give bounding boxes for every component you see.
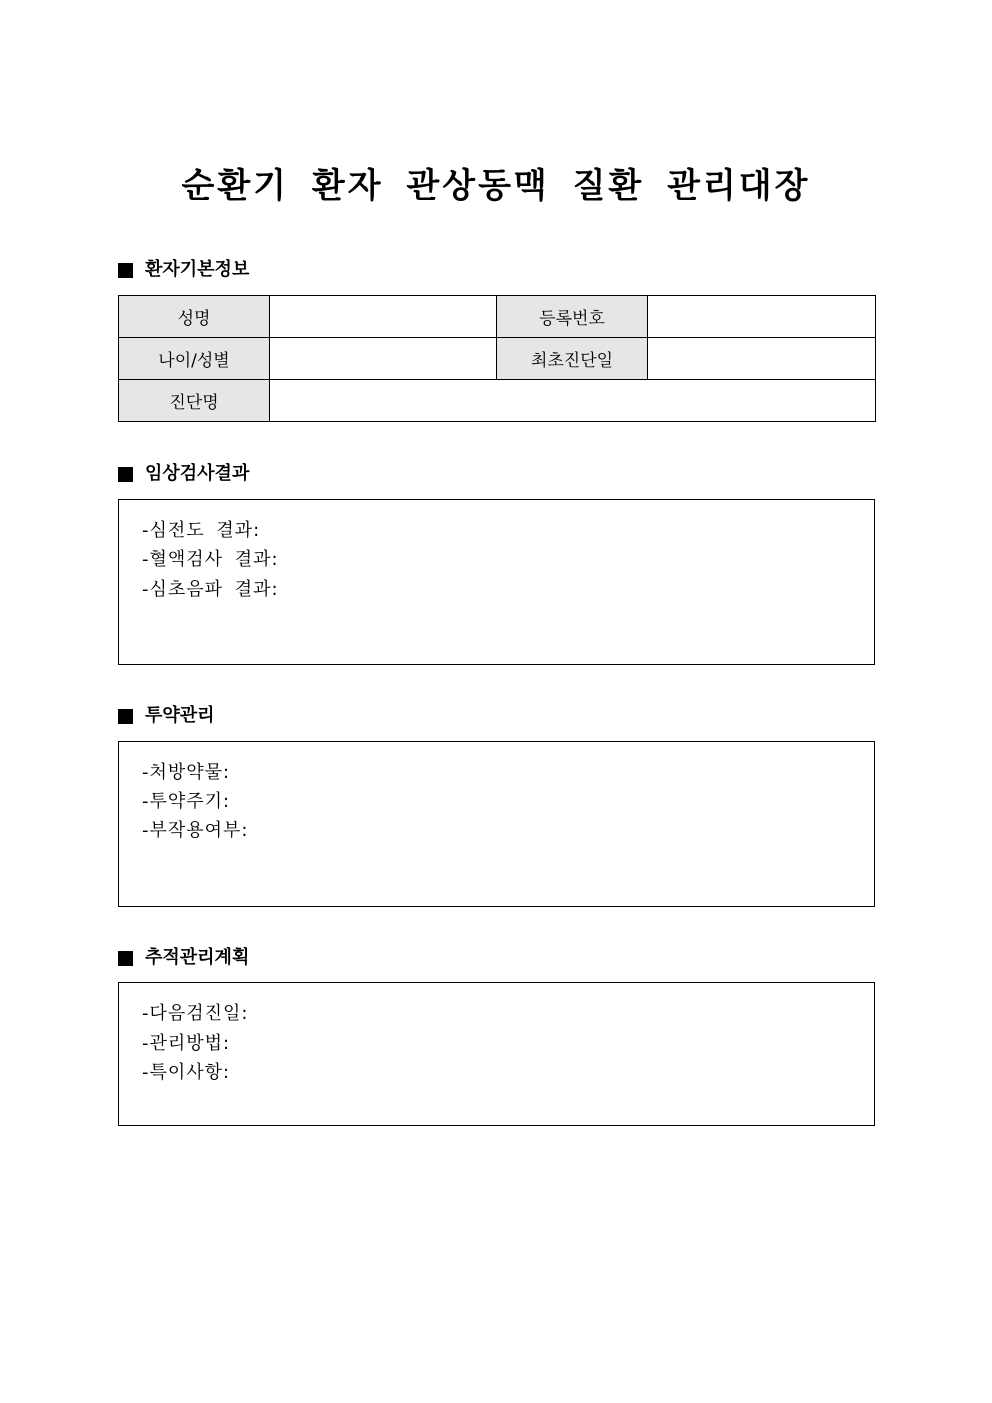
side-effects-line: -부작용여부: [142,820,249,841]
section-heading-followup [118,946,249,970]
followup-box[interactable] [118,982,875,1126]
black-square-icon [118,467,133,482]
table-row [119,380,876,422]
management-method-line: -관리방법: [142,1033,231,1054]
section-heading-medication [118,704,215,728]
first-diagnosis-date-label: 최초진단일 [497,338,648,380]
section-heading-label: 환자기본정보 [145,259,250,280]
section-heading-label: 투약관리 [145,705,215,726]
clinical-tests-box[interactable] [118,499,875,665]
section-heading-label: 추적관리계획 [145,947,250,968]
diagnosis-field[interactable] [270,380,876,422]
special-notes-line: -특이사항: [142,1062,231,1083]
name-label: 성명 [119,296,270,338]
section-heading-clinical-tests [118,462,249,486]
ecg-result-line: -심전도 결과: [142,520,261,541]
page-title: 순환기 환자 관상동맥 질환 관리대장 [181,166,811,206]
medication-box[interactable] [118,741,875,907]
table-row [119,338,876,380]
age-gender-field[interactable] [270,338,497,380]
black-square-icon [118,709,133,724]
blood-test-result-line: -혈액검사 결과: [142,549,279,570]
diagnosis-label: 진단명 [119,380,270,422]
registration-number-label: 등록번호 [497,296,648,338]
echocardiogram-result-line: -심초음파 결과: [142,579,279,600]
black-square-icon [118,263,133,278]
next-checkup-date-line: -다음검진일: [142,1003,249,1024]
name-field[interactable] [270,296,497,338]
registration-number-field[interactable] [648,296,876,338]
age-gender-label: 나이/성별 [119,338,270,380]
patient-info-table [118,295,876,422]
first-diagnosis-date-field[interactable] [648,338,876,380]
section-heading-patient-info [118,258,249,282]
prescribed-drugs-line: -처방약물: [142,762,231,783]
table-row [119,296,876,338]
section-heading-label: 임상검사결과 [145,463,250,484]
black-square-icon [118,951,133,966]
dosing-cycle-line: -투약주기: [142,791,231,812]
